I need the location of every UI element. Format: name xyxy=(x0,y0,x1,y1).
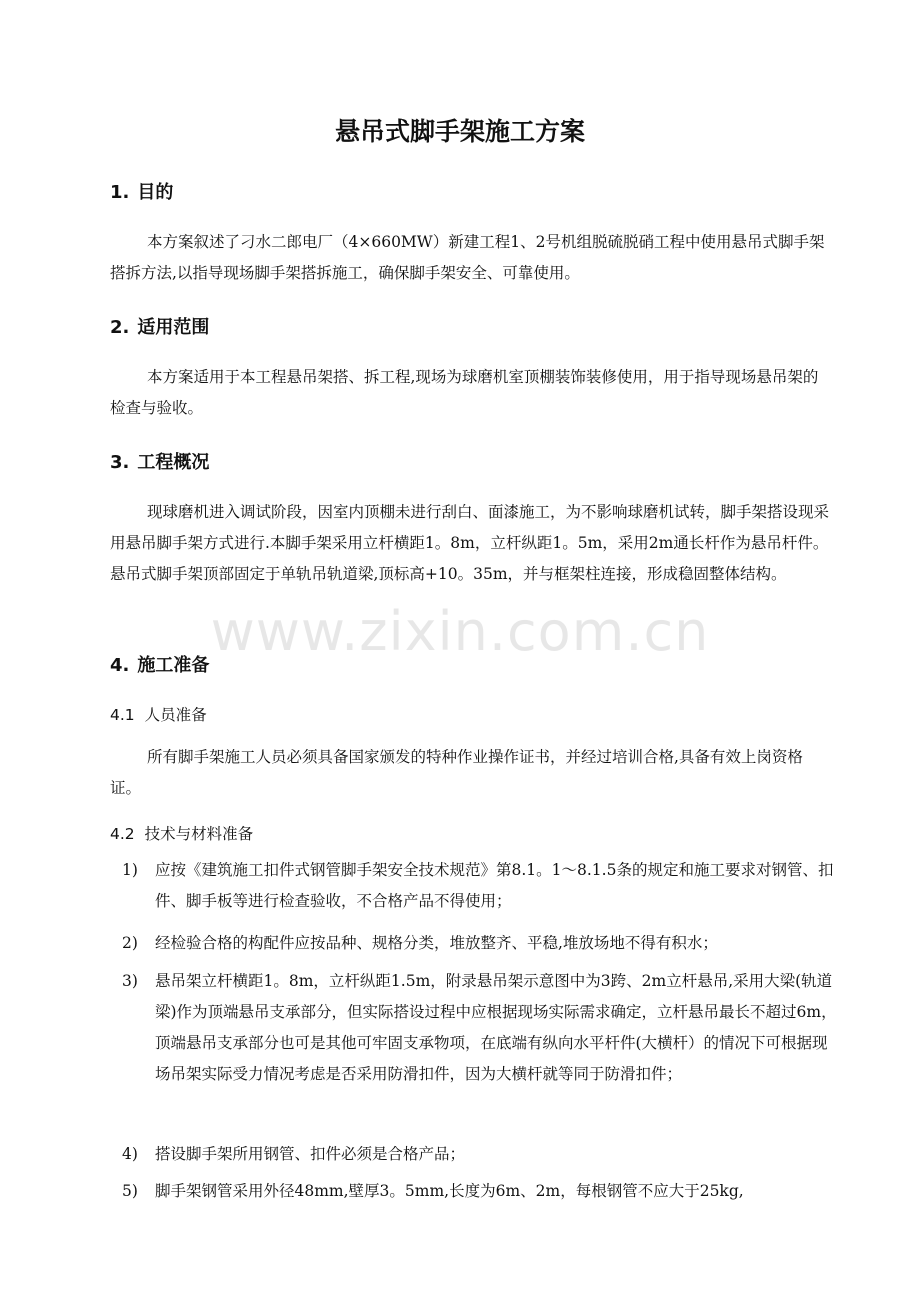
list-item-text: 搭设脚手架所用钢管、扣件必须是合格产品； xyxy=(155,1145,466,1163)
section-number: 4. xyxy=(110,655,130,676)
list-item xyxy=(122,1139,842,1170)
subsection-title: 技术与材料准备 xyxy=(144,825,254,843)
document-title: 悬吊式脚手架施工方案 xyxy=(334,117,585,146)
section-2-heading xyxy=(110,313,209,339)
list-item-text: 经检验合格的构配件应按品种、规格分类，堆放整齐、平稳,堆放场地不得有积水； xyxy=(155,934,718,952)
section-number: 2. xyxy=(110,317,130,338)
list-item-text: 悬吊架立杆横距1。8m，立杆纵距1.5m，附录悬吊架示意图中为3跨、2m立杆悬吊,采用大梁(轨道梁)作为顶端悬吊支承部分，但实际搭设过程中应根据现场实际需求确定，立杆悬吊最长不超过6m，顶端悬吊支承部分也可是其他可牢固支承物项，在底端有纵向水平杆件(大横杆）的情况下可根据现场吊架实际受力情况考虑是否采用防滑扣件，因为大横杆就等同于防滑扣件； xyxy=(155,972,837,1083)
list-item-number: 3) xyxy=(122,972,138,990)
subsection-number: 4.2 xyxy=(110,825,135,843)
list-item xyxy=(122,966,842,1090)
list-item-number: 4) xyxy=(122,1145,138,1163)
section-2-paragraph: 本方案适用于本工程悬吊架搭、拆工程,现场为球磨机室顶棚装饰装修使用，用于指导现场悬吊架的检查与验收。 xyxy=(110,368,819,417)
list-item-number: 5) xyxy=(122,1182,138,1200)
list-item-number: 1) xyxy=(122,861,138,879)
section-4-heading xyxy=(110,651,209,677)
section-title: 适用范围 xyxy=(137,317,210,338)
list-item-number: 2) xyxy=(122,934,138,952)
subsection-4-1-heading xyxy=(110,703,207,725)
section-1-heading xyxy=(110,178,173,204)
section-number: 3. xyxy=(110,452,130,473)
section-title: 施工准备 xyxy=(137,655,210,676)
section-title: 工程概况 xyxy=(137,452,210,473)
subsection-4-1-paragraph: 所有脚手架施工人员必须具备国家颁发的特种作业操作证书，并经过培训合格,具备有效上岗资格证。 xyxy=(110,748,803,797)
section-3-heading xyxy=(110,448,209,474)
watermark: www.zixin.com.cn xyxy=(210,600,710,663)
list-item xyxy=(122,928,842,959)
section-number: 1. xyxy=(110,182,130,203)
subsection-number: 4.1 xyxy=(110,706,135,724)
list-item xyxy=(122,1176,842,1207)
section-1-paragraph: 本方案叙述了刁水二郎电厂（4×660MW）新建工程1、2号机组脱硫脱硝工程中使用悬吊式脚手架搭拆方法,以指导现场脚手架搭拆施工，确保脚手架安全、可靠使用。 xyxy=(110,233,825,282)
section-title: 目的 xyxy=(137,182,174,203)
list-item xyxy=(122,855,842,917)
list-item-text: 脚手架钢管采用外径48mm,壁厚3。5mm,长度为6m、2m，每根钢管不应大于25kg, xyxy=(155,1182,744,1200)
subsection-title: 人员准备 xyxy=(144,706,207,724)
section-3-paragraph: 现球磨机进入调试阶段，因室内顶棚未进行刮白、面漆施工，为不影响球磨机试转，脚手架搭设现采用悬吊脚手架方式进行.本脚手架采用立杆横距1。8m，立杆纵距1。5m，采用2m通长杆作为悬吊杆件。悬吊式脚手架顶部固定于单轨吊轨道梁,顶标高+10。35m，并与框架柱连接，形成稳固整体结构。 xyxy=(110,503,830,583)
list-item-text: 应按《建筑施工扣件式钢管脚手架安全技术规范》第8.1。1～8.1.5条的规定和施工要求对钢管、扣件、脚手板等进行检查验收，不合格产品不得使用； xyxy=(155,861,834,910)
subsection-4-2-heading xyxy=(110,822,253,844)
